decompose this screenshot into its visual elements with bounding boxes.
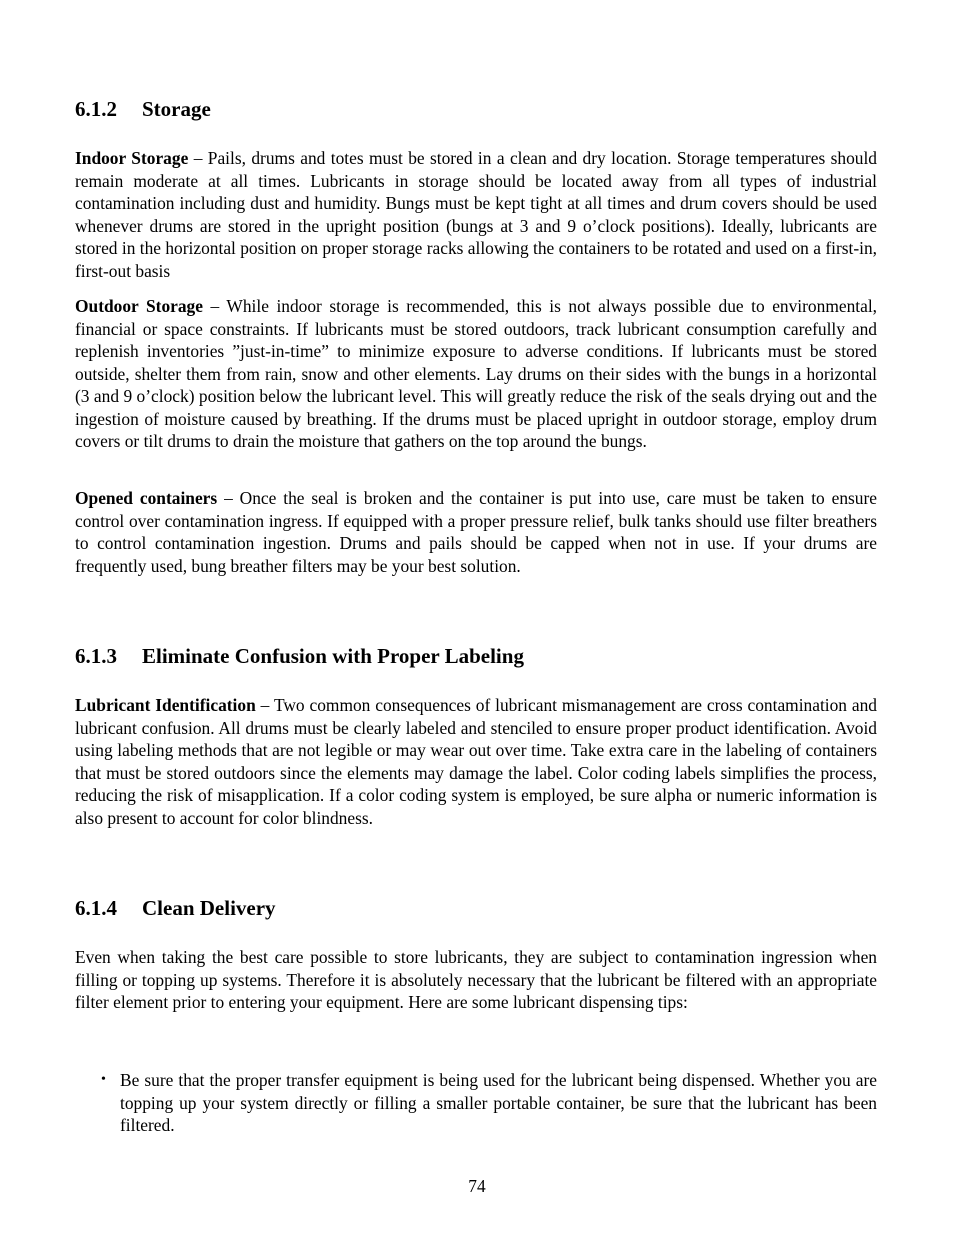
section-number: 6.1.3 [75,644,117,668]
paragraph-outdoor-storage [75,295,877,453]
paragraph-lubricant-identification [75,694,877,829]
paragraph-text: – Two common consequences of lubricant mismanagement are cross contamination and lubricant confusion. All drums must be clearly labeled and stenciled to ensure proper product identification. Avoid using labeling methods that are not legible or may wear out over time. Take extra care in the labeling of containers that must be stored outdoors since the elements may damage the label. Color coding labels simplifies the process, reducing the risk of misapplication. If a color coding system is employed, be sure alpha or numeric information is also present to account for color blindness. [75,695,878,828]
paragraph-text: – Once the seal is broken and the container is put into use, care must be taken to ensure control over contamination ingress. If equipped with a proper pressure relief, bulk tanks should use filter breathers to control contamination ingestion. Drums and pails should be capped when not in use. If your drums are frequently used, bung breather filters may be your best solution. [75,488,878,576]
section-heading-clean-delivery [75,895,877,921]
paragraph-opened-containers [75,487,877,577]
list-item [75,1069,877,1137]
paragraph-indoor-storage [75,147,877,282]
section-title: Storage [142,97,211,121]
section-number: 6.1.4 [75,896,117,920]
paragraph-lead: Lubricant Identification [75,695,256,715]
dispensing-tips-list [75,1069,877,1137]
paragraph-lead: Outdoor Storage [75,296,203,316]
paragraph-lead: Opened containers [75,488,218,508]
list-item-text: Be sure that the proper transfer equipment is being used for the lubricant being dispensed. Whether you are topping up your system directly or filling a smaller portable container, be sure that the lubricant has been filtered. [120,1070,877,1135]
section-heading-labeling [75,643,877,669]
bullet-icon: • [101,1072,106,1087]
section-title: Clean Delivery [142,896,276,920]
section-heading-storage [75,96,877,122]
paragraph-clean-delivery-intro: Even when taking the best care possible to store lubricants, they are subject to contamination ingression when filling or topping up systems. Therefore it is absolutely necessary that the lubricant be filtered with an appropriate filter element prior to entering your equipment. Here are some lubricant dispensing tips: [75,947,877,1012]
section-number: 6.1.2 [75,97,117,121]
paragraph-text: – While indoor storage is recommended, this is not always possible due to environmental, financial or space constraints. If lubricants must be stored outdoors, track lubricant consumption carefully and replenish inventories ”just-in-time” to minimize exposure to adverse conditions. If lubricants must be stored outside, shelter them from rain, snow and other elements. Lay drums on their sides with the bungs in a horizontal (3 and 9 o’clock) position below the lubricant level. This will greatly reduce the risk of the seals drying out and the ingestion of moisture caused by breathing. If the drums must be placed upright in outdoor storage, employ drum covers or tilt drums to drain the moisture that gathers on the top around the bungs. [75,296,877,451]
page-number: 74 [468,1176,486,1196]
paragraph-lead: Indoor Storage [75,148,189,168]
section-title: Eliminate Confusion with Proper Labeling [142,644,524,668]
paragraph-text: – Pails, drums and totes must be stored in a clean and dry location. Storage temperatures should remain moderate at all times. Lubricants in storage should be located away from all types of industrial contamination including dust and humidity. Bungs must be kept tight at all times and drum covers should be used whenever drums are stored in the upright position (bungs at 3 and 9 o’clock positions). Ideally, lubricants are stored in the horizontal position on proper storage racks allowing the containers to be rotated and used on a first-in, first-out basis [75,148,877,281]
